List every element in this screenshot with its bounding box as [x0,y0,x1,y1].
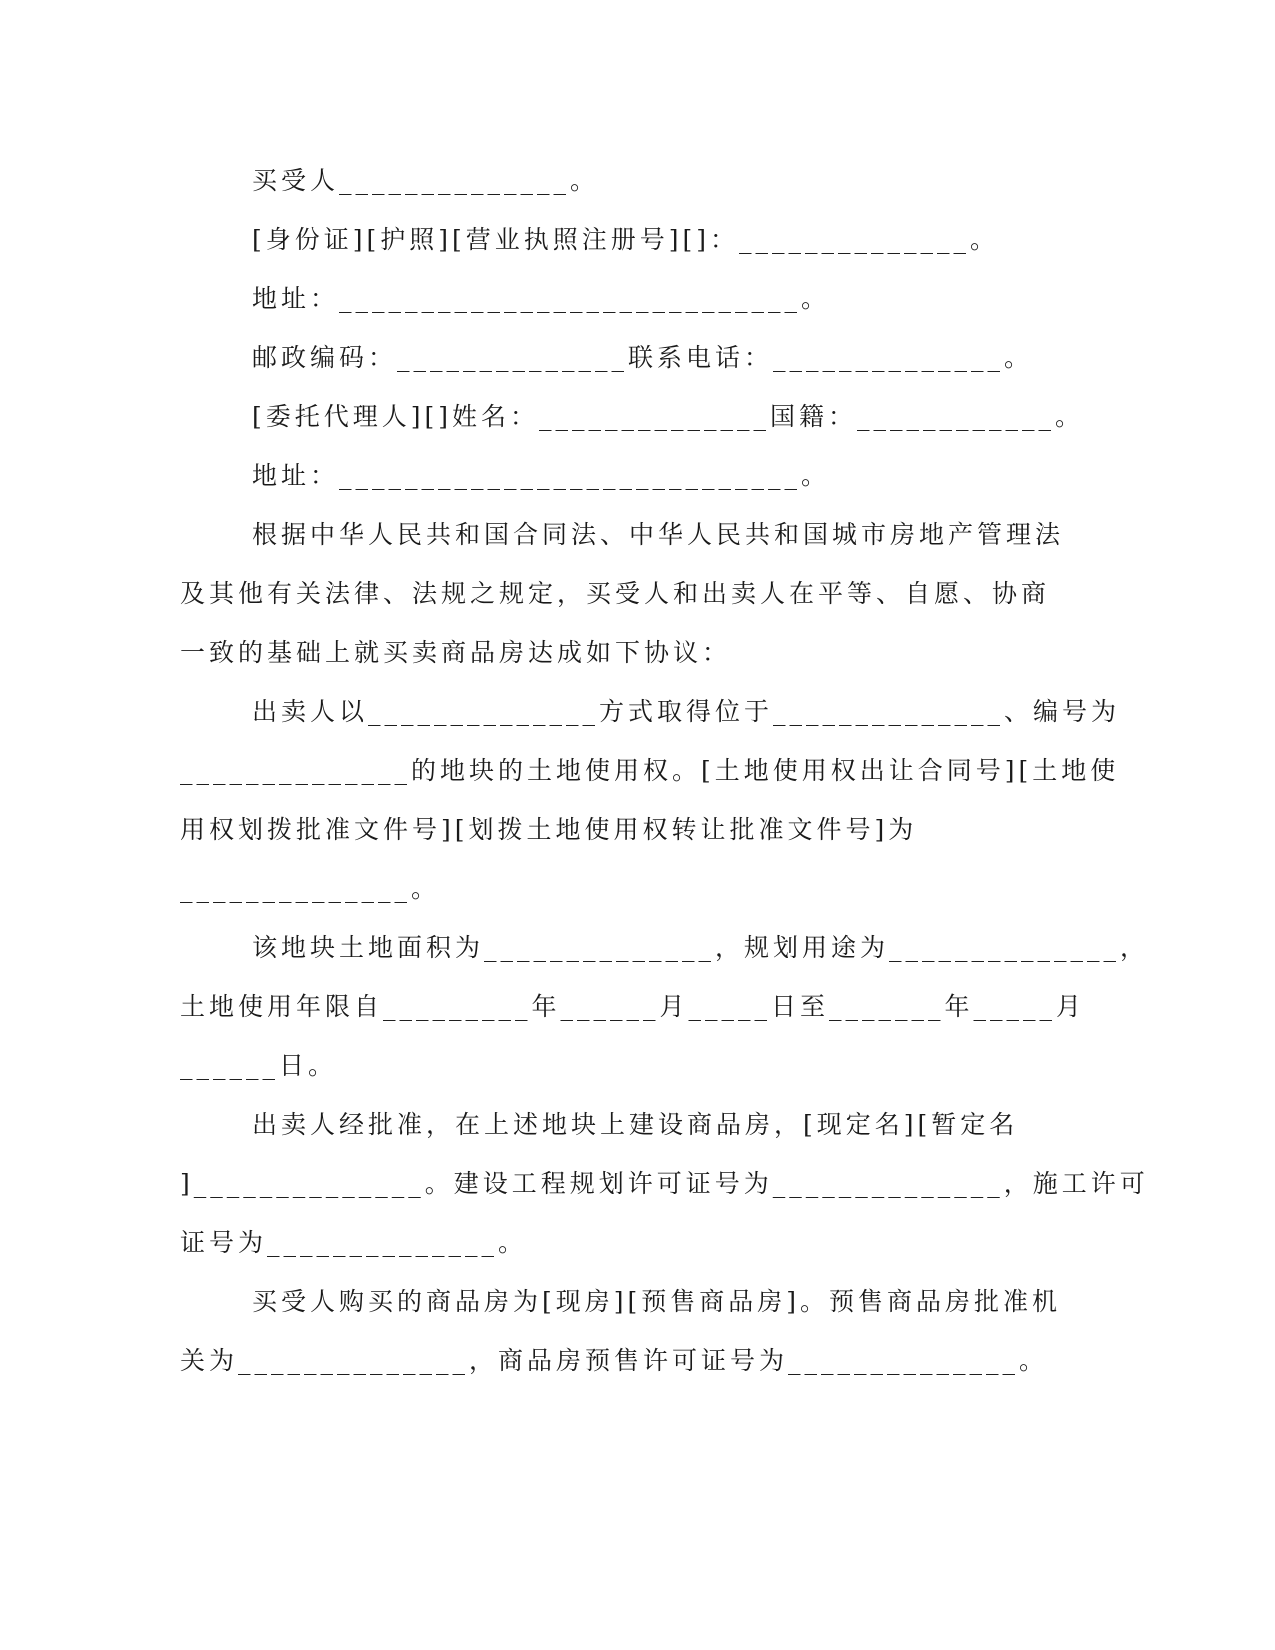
preamble-line-3: 一致的基础上就买卖商品房达成如下协议： [180,638,732,667]
land-line-4: ______________。 [180,874,441,903]
presale-line-2: 关为______________，商品房预售许可证号为______________。 [180,1346,1049,1375]
id-document-line: [身份证][护照][营业执照注册号][]：______________。 [252,225,1000,254]
buyer-line: 买受人______________。 [252,166,600,195]
construction-line-1: 出卖人经批准，在上述地块上建设商品房，[现定名][暂定名 [252,1110,1019,1139]
land-area-line-2: 土地使用年限自_________年______月_____日至_______年_____月 [180,992,1086,1021]
land-line-3: 用权划拨批准文件号][划拨土地使用权转让批准文件号]为 [180,815,918,844]
postcode-phone-line: 邮政编码：______________联系电话：______________。 [252,343,1034,372]
land-area-line-1: 该地块土地面积为______________，规划用途为______________， [252,933,1150,962]
buyer-address-line: 地址：____________________________。 [252,284,831,313]
preamble-line-2: 及其他有关法律、法规之规定，买受人和出卖人在平等、自愿、协商 [180,579,1051,608]
presale-line-1: 买受人购买的商品房为[现房][预售商品房]。预售商品房批准机 [252,1287,1062,1316]
agent-address-line: 地址：____________________________。 [252,461,831,490]
agent-line: [委托代理人][]姓名：______________国籍：____________。 [252,402,1085,431]
land-area-line-3: ______日。 [180,1051,338,1080]
land-line-1: 出卖人以______________方式取得位于______________、编号为 [252,697,1121,726]
land-line-2: ______________的地块的土地使用权。[土地使用权出让合同号][土地使 [180,756,1120,785]
construction-line-2: ]______________。建设工程规划许可证号为______________，施工许可 [180,1169,1149,1198]
preamble-line-1: 根据中华人民共和国合同法、中华人民共和国城市房地产管理法 [252,520,1065,549]
construction-line-3: 证号为______________。 [180,1228,528,1257]
